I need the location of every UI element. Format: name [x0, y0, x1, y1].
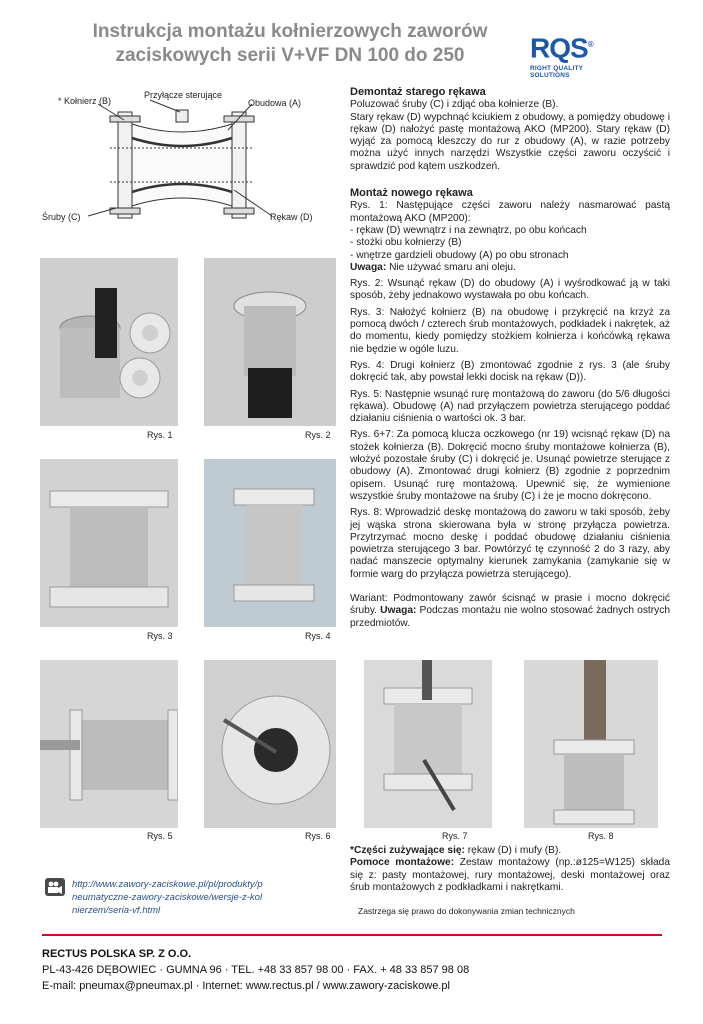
- logo-letters: RQS: [530, 32, 588, 64]
- warning-no-grease: [350, 262, 670, 274]
- mounting-step-2: Rys. 2: Wsunąć rękaw (D) do obudowy (A) i wyśrodkować ją w taki sposób, żeby jednakowo wystawała po obu końcach.: [350, 278, 670, 302]
- logo-tagline: RIGHT QUALITY SOLUTIONS: [530, 65, 584, 80]
- footer-divider: [42, 934, 662, 936]
- photo-rys-3: [40, 459, 178, 627]
- section-heading-mounting: Montaż nowego rękawa: [350, 187, 473, 200]
- photo-rys-2-illustration: [204, 258, 336, 426]
- label-body: Obudowa (A): [248, 98, 302, 108]
- label-screws: Śruby (C): [42, 212, 81, 222]
- lube-item-1: - rękaw (D) wewnątrz i na zewnątrz, po obu końcach: [350, 224, 587, 236]
- photo-rys-4: [204, 459, 336, 627]
- photo-rys-1: [40, 258, 178, 426]
- photo-rys-5-illustration: [40, 660, 178, 828]
- mounting-step-6-7: Rys. 6+7: Za pomocą klucza oczkowego (nr 19) wcisnąć rękaw (D) na stożek kołnierza (B). Dokręcić mocno śruby montażowe kołnierza (B), włożyć pozostałe śruby (C) i dokręcić je. Usunąć powietrze sterujące z obudowy (A). Zmontować drugi kołnierz (B) zgodnie z poprzednim opisem. Usunąć rurę montażową. Upewnić się, że wymienione wszystkie śruby montażowe na śruby (C) i że je mocno dokręcono.: [350, 429, 670, 502]
- valve-cross-section-diagram: [40, 90, 330, 230]
- mounting-aids: [350, 857, 670, 894]
- variant-text: Wariant: Podmontowany zawór ścisnąć w prasie i mocno dokręcić śruby.: [350, 592, 670, 617]
- product-link-line-3[interactable]: nierzem/seria-vf.html: [72, 905, 161, 916]
- footer-address: PL-43-426 DĘBOWIEC · GUMNA 96 · TEL. +48 33 857 98 00 · FAX. + 48 33 857 98 08: [42, 964, 470, 976]
- logo-registered-mark: ®: [587, 40, 593, 49]
- caption-rys-2: Rys. 2: [305, 430, 331, 440]
- photo-rys-8: [524, 660, 658, 828]
- photo-rys-2: [204, 258, 336, 426]
- lube-item-3: - wnętrze gardzieli obudowy (A) po obu stronach: [350, 249, 569, 261]
- wear-parts-text: rękaw (D) i mufy (B).: [464, 845, 562, 856]
- mounting-step-5: Rys. 5: Następnie wsunąć rurę montażową do zaworu (do 5/6 długości rękawa). Obudowę (A) nad przyłączem powietrza sterującego poddać działaniu ciśnienia o wartości ok. 3 bar.: [350, 388, 670, 425]
- product-link[interactable]: [72, 878, 302, 917]
- mounting-step-3: Rys. 3: Nałożyć kołnierz (B) na obudowę i przykręcić na krzyż za pomocą dwóch / czterech śrub montażowych, podkładek i nakrętek, aż do momentu, kiedy pomiędzy stożkiem kołnierza i końcówką rękawa nie będzie w ogóle luzu.: [350, 306, 670, 355]
- caption-rys-4: Rys. 4: [305, 631, 331, 641]
- caption-rys-8: Rys. 8: [588, 831, 614, 841]
- photo-rys-5: [40, 660, 178, 828]
- title-line-1: Instrukcja montażu kołnierzowych zaworów: [92, 21, 488, 42]
- photo-rys-7-illustration: [364, 660, 492, 828]
- variant-note: [350, 593, 670, 630]
- photo-rys-3-illustration: [40, 459, 178, 627]
- warning-label: Uwaga:: [350, 261, 387, 273]
- footer: [42, 946, 682, 994]
- mounting-step-8: Rys. 8: Wprowadzić deskę montażową do zaworu w taki sposób, żeby jej wąska strona skierowana była w stronę przyłącza powietrza. Przytrzymać mocno deskę i poddać obudowę działaniu ciśnienia powietrza sterującego 3 bar. Powtórzyć tę czynność 2 do 3 razy, aby nadać manszecie optymalny kierunek zamykania (zamykanie się w formie warg do przyłącza powietrza sterującego).: [350, 507, 670, 580]
- wear-parts: [350, 845, 670, 857]
- instructions-column: [350, 86, 670, 634]
- mounting-aids-label: Pomoce montażowe:: [350, 857, 455, 869]
- footer-contact: E-mail: pneumax@pneumax.pl · Internet: www.rectus.pl / www.zawory-zaciskowe.pl: [42, 980, 450, 992]
- mounting-aids-text: Zestaw montażowy (np.:ø125=W125) składa się z: pasty montażowej, rury montażowej, deski montażowej oraz śrub montażowych z podkładkami i nakrętkami.: [350, 857, 670, 893]
- photo-rys-1-illustration: [40, 258, 178, 426]
- caption-rys-7: Rys. 7: [442, 831, 468, 841]
- product-link-line-1[interactable]: http://www.zawory-zaciskowe.pl/pl/produkty/p: [72, 879, 263, 890]
- valve-drawing: [40, 90, 330, 230]
- caption-rys-5: Rys. 5: [147, 831, 173, 841]
- variant-warning-label: Uwaga:: [380, 605, 417, 617]
- mounting-step-4: Rys. 4: Drugi kołnierz (B) zmontować zgodnie z rys. 3 (ale śruby dokręcić tak, aby powstał lekki docisk na rękaw (D)).: [350, 359, 670, 384]
- photo-rys-4-illustration: [204, 459, 336, 627]
- caption-rys-3: Rys. 3: [147, 631, 173, 641]
- parts-and-aids: [350, 845, 670, 898]
- title-line-2: zaciskowych serii V+VF DN 100 do 250: [115, 45, 465, 66]
- lube-item-2: - stożki obu kołnierzy (B): [350, 237, 462, 249]
- disclaimer: Zastrzega się prawo do dokonywania zmian technicznych: [358, 906, 575, 916]
- label-control-port: Przyłącze sterujące: [144, 90, 223, 100]
- caption-rys-1: Rys. 1: [147, 430, 173, 440]
- caption-rys-6: Rys. 6: [305, 831, 331, 841]
- photo-rys-6: [204, 660, 336, 828]
- footer-company: RECTUS POLSKA SP. Z O.O.: [42, 948, 192, 960]
- photo-rys-6-illustration: [204, 660, 336, 828]
- rqs-logo: [530, 30, 620, 80]
- warning-text: Nie używać smaru ani oleju.: [386, 261, 516, 273]
- variant-warning-text: Podczas montażu nie wolno stosować żadnych ostrych przedmiotów.: [350, 605, 670, 629]
- wear-parts-label: *Części zużywające się:: [350, 845, 465, 856]
- page-title: [70, 20, 510, 68]
- section-heading-removal: Demontaż starego rękawa: [350, 86, 486, 98]
- removal-paragraph-1: Poluzować śruby (C) i zdjąć oba kołnierze (B).: [350, 99, 559, 111]
- removal-paragraph-2: Stary rękaw (D) wypchnąć kciukiem z obudowy, a pomiędzy obudowę i rękaw (D) nałożyć pastę montażową AKO (MP200). Stary rękaw (D) wyjąć za pomocą kleszczy do rur z obudowy (A), w razie potrzeby można użyć innych narzędzi Wszystkie części zaworu oczyścić i sprawdzić pod kątem uszkodzeń.: [350, 111, 670, 172]
- label-sleeve: Rękaw (D): [270, 212, 313, 222]
- video-camera-icon[interactable]: [45, 878, 65, 896]
- mounting-step-1: Rys. 1: Następujące części zaworu należy nasmarować pastą montażową AKO (MP200):: [350, 200, 670, 224]
- label-flange: * Kołnierz (B): [58, 96, 112, 106]
- photo-rys-7: [364, 660, 492, 828]
- product-link-line-2[interactable]: neumatyczne-zawory-zaciskowe/wersje-z-kol: [72, 892, 263, 903]
- photo-rys-8-illustration: [524, 660, 658, 828]
- video-camera-glyph: [45, 878, 65, 896]
